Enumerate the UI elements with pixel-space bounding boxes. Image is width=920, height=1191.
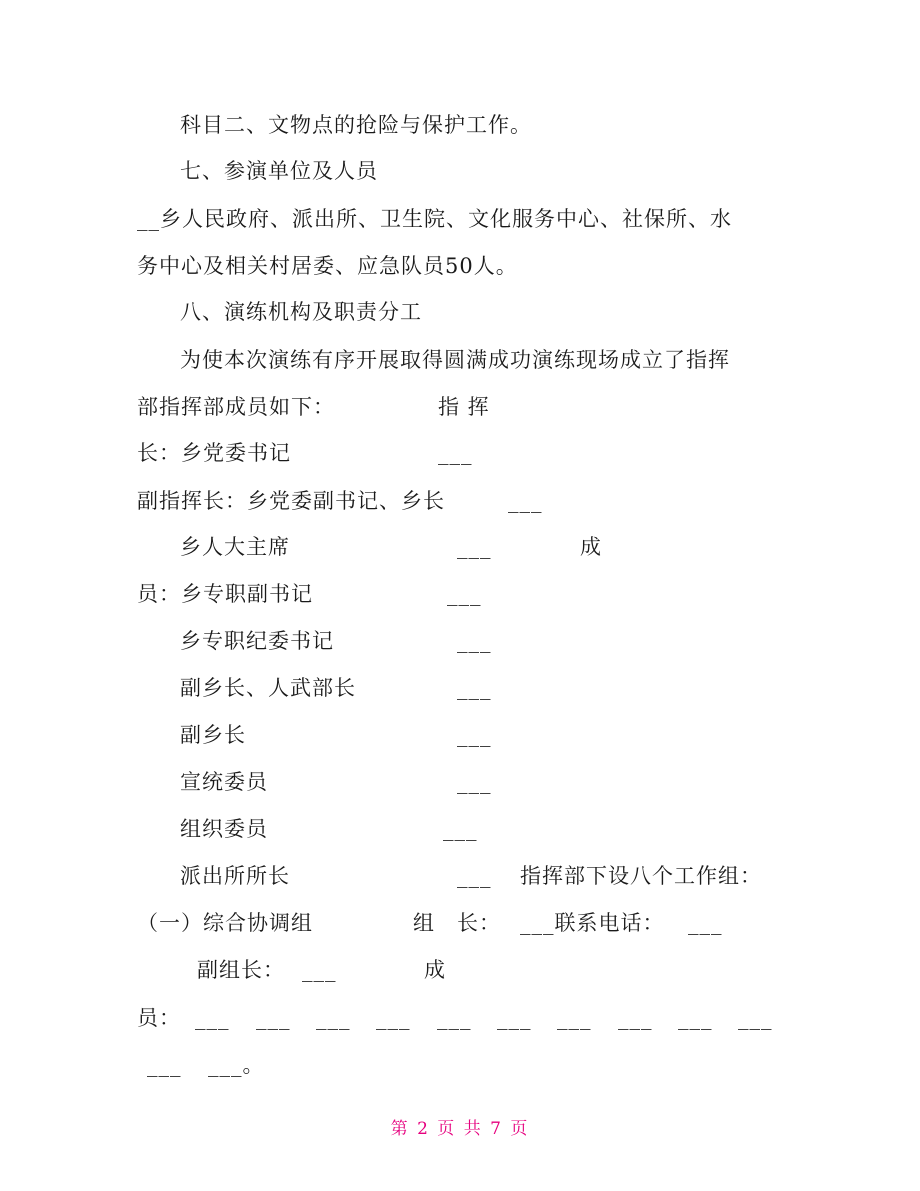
text-line: 成 <box>424 958 446 982</box>
text-line: 为使本次演练有序开展取得圆满成功演练现场成立了指挥 <box>180 348 730 372</box>
blank-field: ___ <box>738 1006 773 1030</box>
blank-field: ___ <box>457 770 492 794</box>
text-line: 组织委员 <box>180 817 268 841</box>
blank-field: ___ <box>438 441 473 465</box>
blank-field: ___ <box>457 676 492 700</box>
blank-field: ___ <box>457 864 492 888</box>
blank-field: ___ <box>302 958 337 982</box>
text-line: ___联系电话： <box>520 911 665 935</box>
blank-field: ___ <box>376 1006 411 1030</box>
blank-field: ___ <box>678 1006 713 1030</box>
text-line: 副乡长 <box>180 723 246 747</box>
text-line: 组 长： <box>413 911 501 935</box>
text-line: 七、参演单位及人员 <box>180 159 378 183</box>
text-line: 副乡长、人武部长 <box>180 676 356 700</box>
text-line: 务中心及相关村居委、应急队员50人。 <box>137 254 518 278</box>
text-line: 部指挥部成员如下： <box>137 395 335 419</box>
blank-field: ___ <box>457 629 492 653</box>
blank-field: ___ <box>443 817 478 841</box>
blank-field: ___ <box>447 582 482 606</box>
text-line: 派出所所长 <box>180 864 290 888</box>
text-line: 员： <box>137 1006 181 1030</box>
text-line: （一）综合协调组 <box>137 911 313 935</box>
blank-field: ___ <box>437 1006 472 1030</box>
blank-field: ___。 <box>208 1053 265 1077</box>
text-line: 员：乡专职副书记 <box>137 582 313 606</box>
text-line: __乡人民政府、派出所、卫生院、文化服务中心、社保所、水 <box>137 207 732 231</box>
text-line: 科目二、文物点的抢险与保护工作。 <box>180 113 532 137</box>
blank-field: ___ <box>618 1006 653 1030</box>
text-line: 指挥部下设八个工作组： <box>520 864 762 888</box>
text-line: 乡专职纪委书记 <box>180 629 334 653</box>
text-line: 八、演练机构及职责分工 <box>180 300 422 324</box>
text-line: 成 <box>580 535 602 559</box>
blank-field: ___ <box>147 1053 182 1077</box>
page-number: 第 2 页 共 7 页 <box>390 1119 530 1139</box>
blank-field: ___ <box>508 489 543 513</box>
blank-field: ___ <box>688 911 723 935</box>
text-line: 乡人大主席 <box>180 535 290 559</box>
text-line: 副指挥长：乡党委副书记、乡长 <box>137 489 445 513</box>
text-line: 副组长： <box>197 958 285 982</box>
blank-field: ___ <box>497 1006 532 1030</box>
blank-field: ___ <box>457 723 492 747</box>
text-line: 指 挥 <box>438 395 490 419</box>
blank-field: ___ <box>256 1006 291 1030</box>
blank-field: ___ <box>195 1006 230 1030</box>
page-footer <box>0 1114 920 1139</box>
text-line: 宣统委员 <box>180 770 268 794</box>
text-line: 长：乡党委书记 <box>137 441 291 465</box>
blank-field: ___ <box>457 535 492 559</box>
blank-field: ___ <box>316 1006 351 1030</box>
blank-field: ___ <box>557 1006 592 1030</box>
